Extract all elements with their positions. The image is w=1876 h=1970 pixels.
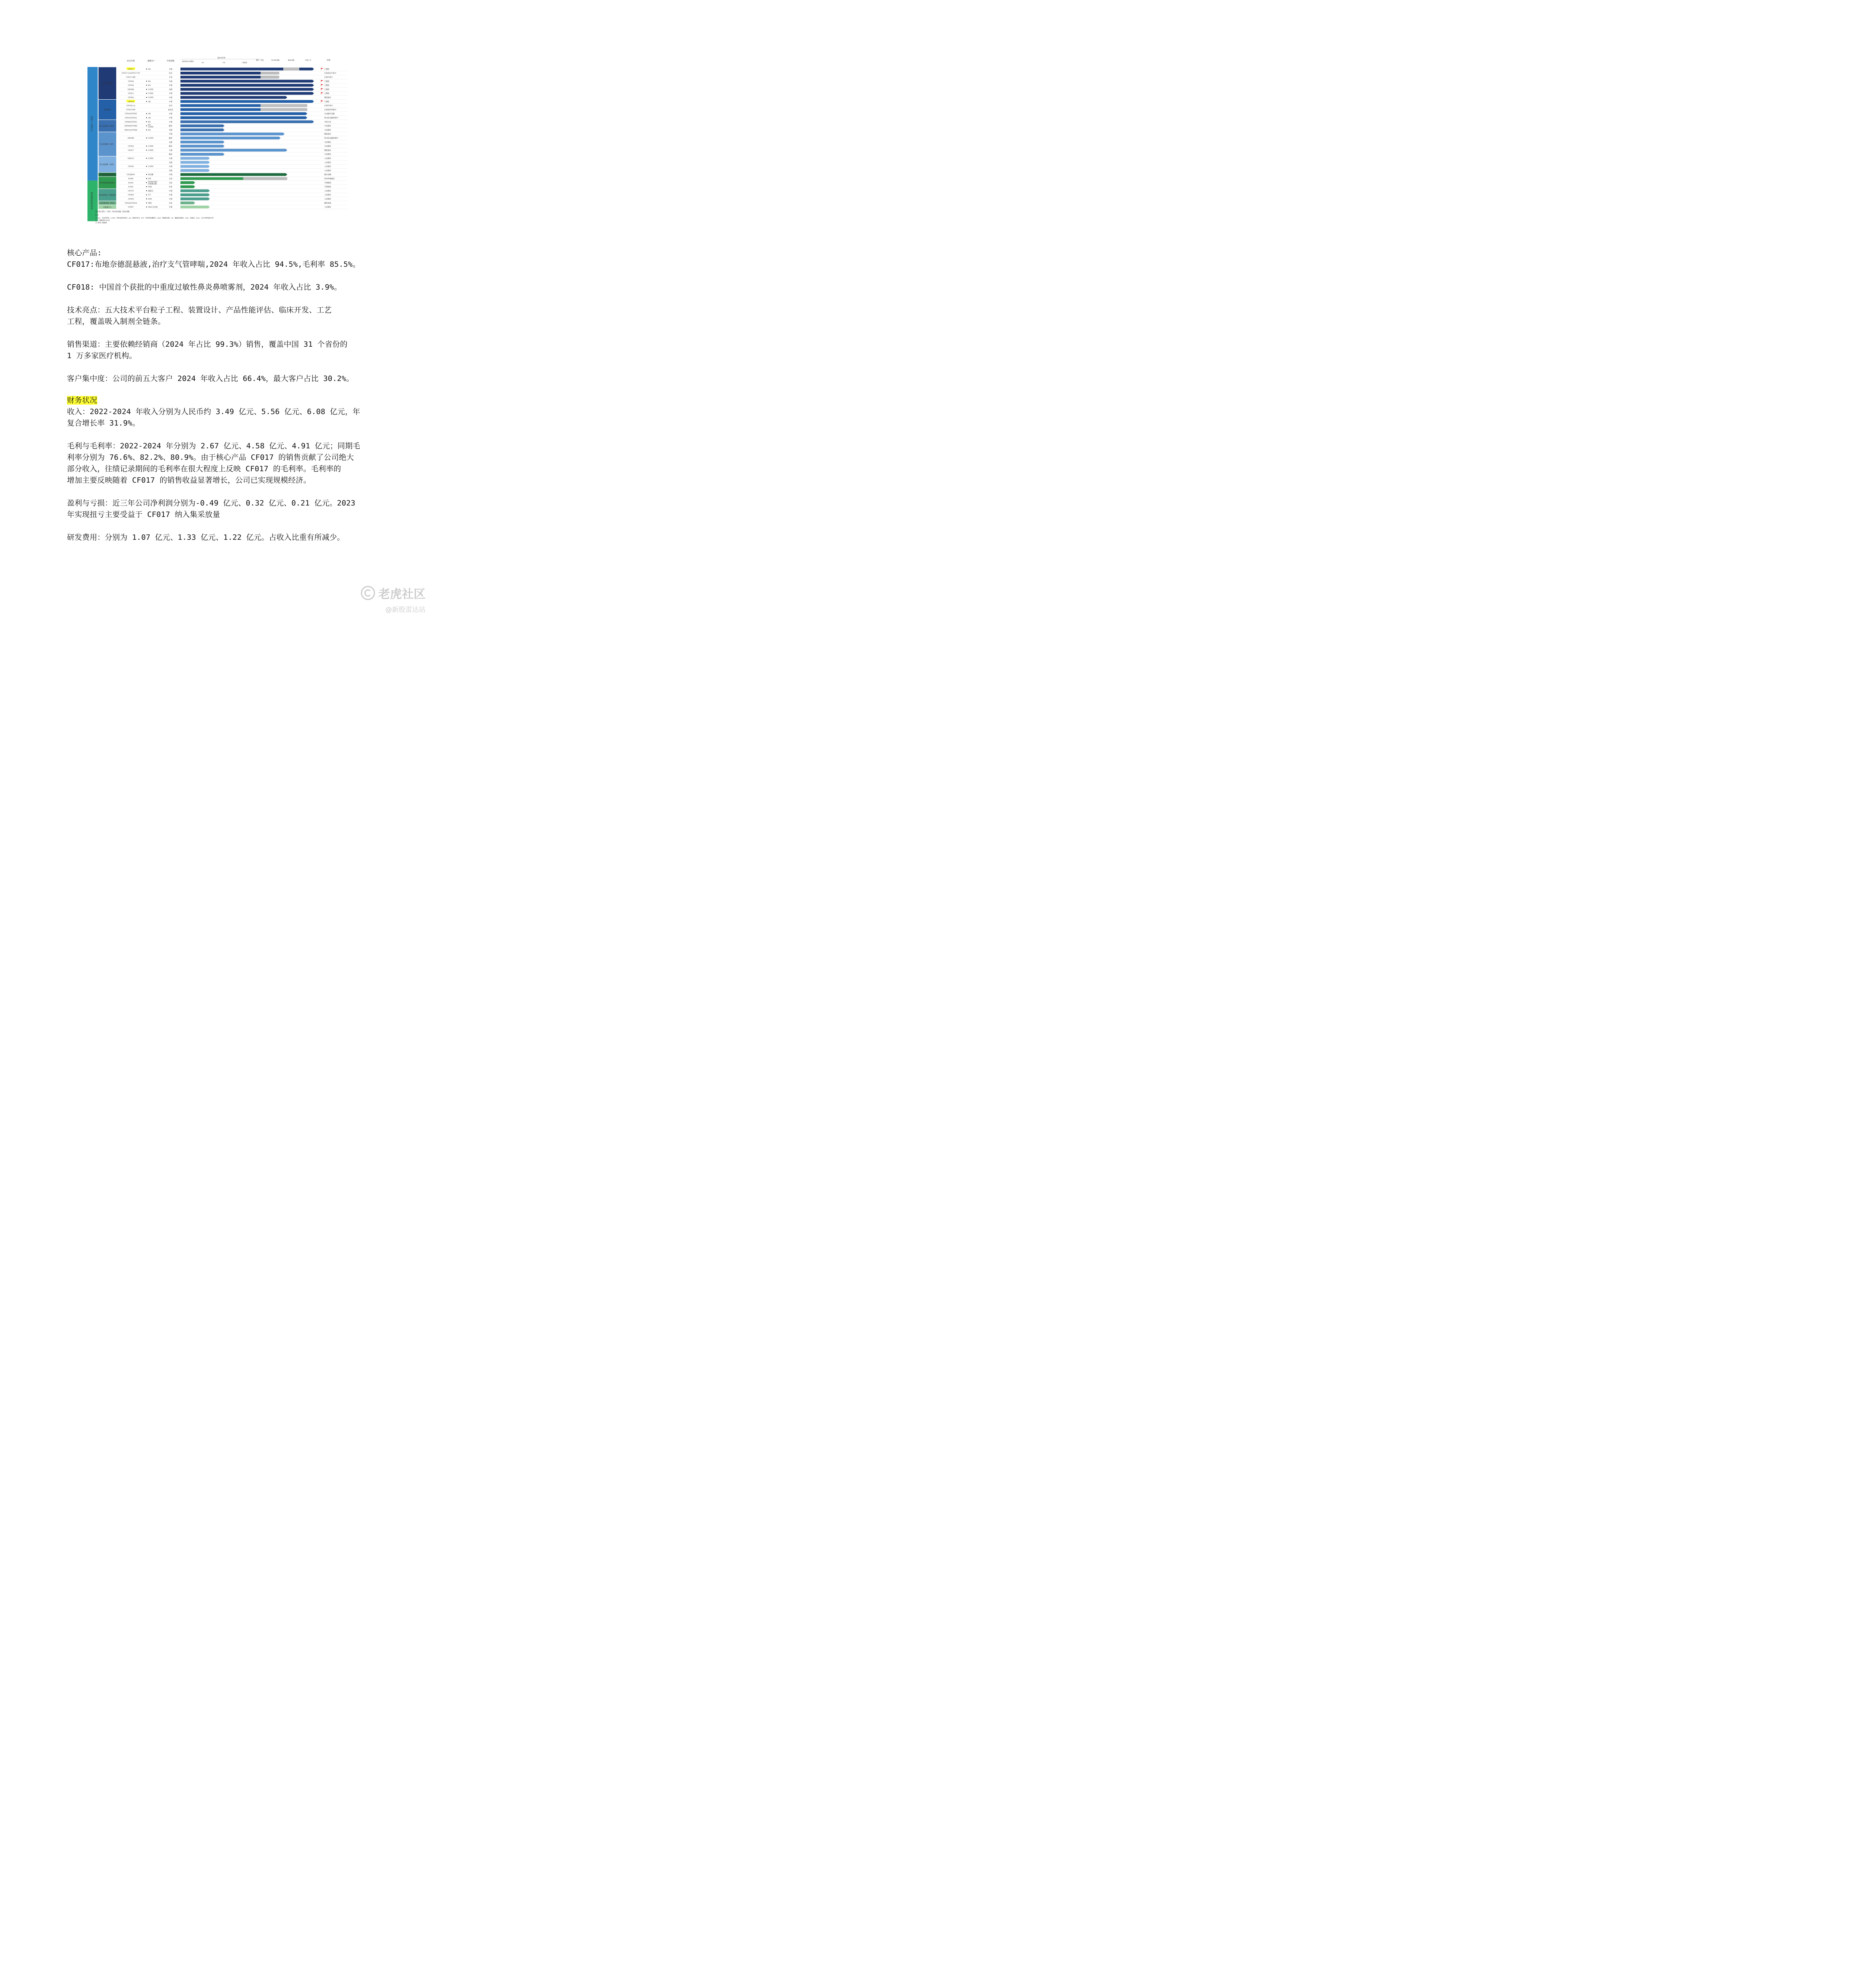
progress-bar — [180, 165, 210, 168]
progress-bar — [180, 173, 287, 176]
row-region: 中國 — [169, 133, 173, 136]
row-status: 臨床試驗 — [324, 174, 331, 176]
row-code: GW009/CF064 — [124, 125, 137, 128]
row-region: 中國 — [169, 85, 173, 87]
group-label: 吸入粉霧劑（DPI） — [100, 143, 115, 146]
row-indication: 新冠藥 — [148, 174, 154, 176]
row-code: CF036 — [128, 80, 134, 83]
progress-bar — [180, 121, 314, 123]
row-region: 中國 — [169, 174, 173, 176]
grey-segment — [260, 72, 279, 74]
progress-bar — [180, 193, 210, 196]
approved-flag-icon — [321, 84, 323, 85]
watermark-main — [361, 584, 425, 602]
row-code: CFQX001 — [126, 174, 135, 176]
row-status: PK-BE試驗準備中 — [324, 137, 338, 139]
row-code: CF017 — [128, 68, 134, 71]
indication-bullet — [146, 81, 147, 82]
progress-bar — [180, 88, 314, 91]
row-region: 中國 — [169, 117, 173, 119]
row-indication: AR — [148, 117, 151, 119]
row-indication: COPD — [148, 89, 154, 91]
row-code: CF017-ME — [126, 76, 136, 79]
row-code: CF018-LA — [126, 105, 136, 107]
progress-bar — [180, 100, 314, 103]
core-heading: 核心产品: — [67, 249, 102, 257]
row-code: IC004 — [128, 178, 134, 180]
legend-text: 報告後日曆文一致性／PK-BE試驗／臨床試驗 — [95, 211, 130, 213]
paragraph-revenue-line1: 收入：2022-2024 年收入分别为人民币约 3.49 亿元、5.56 亿元、6.08 亿元，年 — [67, 407, 360, 416]
row-code: GW006 — [127, 89, 134, 91]
row-code: CF050 — [128, 166, 134, 168]
row-indication: BA — [148, 124, 151, 126]
row-region: 美國 — [169, 162, 173, 164]
row-region: 歐洲 — [169, 125, 173, 128]
header-stage6: 臨床試驗 — [288, 59, 294, 61]
row-status: 已獲批 — [324, 93, 330, 95]
row-region: 中國 — [169, 198, 173, 201]
row-code: CF018-MY — [126, 109, 136, 111]
progress-bar — [180, 206, 210, 208]
indication-bullet — [146, 93, 147, 94]
header-status: 狀態 — [327, 59, 331, 61]
group-label: 吸入噴霧劑（SMI） — [99, 164, 115, 166]
row-status: 申報生產 — [324, 121, 331, 123]
approved-flag-icon — [321, 100, 323, 102]
row-indication: BA — [148, 80, 151, 83]
section-label: 以中國第三方銷售 — [91, 116, 93, 132]
row-code: CF028 — [128, 145, 134, 148]
row-status: 已獲批 — [324, 85, 330, 87]
progress-bar — [180, 145, 225, 147]
row-code: CF056 — [128, 198, 134, 201]
row-region: 中國 — [169, 149, 173, 152]
indication-bullet — [146, 113, 147, 114]
paragraph-margin-line4: 增加主要反映随着 CF017 的销售收益显著增长，公司已实现规模经济。 — [67, 476, 311, 485]
row-status: 藥物發現 — [324, 202, 331, 204]
header-stage2: 中試 — [222, 62, 225, 63]
row-status: PK-BE試驗準備中 — [324, 117, 338, 119]
indication-bullet — [146, 178, 147, 179]
row-region: 南美 — [169, 72, 173, 75]
indication-bullet — [146, 158, 147, 159]
row-status: 小試階段 — [324, 198, 331, 201]
row-region: 歐洲 — [169, 154, 173, 156]
progress-bar — [180, 190, 210, 192]
row-status: 中試階段 — [324, 129, 331, 132]
progress-bar — [180, 125, 225, 127]
row-region: 歐洲 — [169, 137, 173, 139]
group-label: 鼻噴製劑 — [104, 109, 111, 112]
row-region: 全球 — [169, 186, 173, 188]
row-status: 中試階段 — [324, 141, 331, 144]
indication-bullet — [146, 121, 147, 122]
row-status: 中試階段 — [324, 154, 331, 156]
row-region: 中國 — [169, 158, 173, 160]
row-status: 已獲批 — [324, 89, 330, 91]
row-region: 中國 — [169, 166, 173, 168]
watermark-main-text: 老虎社区 — [378, 587, 425, 601]
paragraph-margin-line2: 利率分别为 76.6%、82.2%、80.9%。由于核心产品 CF017 的销售贡献了公司绝大 — [67, 453, 354, 462]
row-region: 全球 — [169, 178, 173, 180]
indication-bullet — [146, 129, 147, 130]
row-code: IC003 — [128, 182, 134, 184]
row-indication: COPD — [148, 93, 154, 95]
grey-segment — [260, 76, 279, 78]
row-code: CF070 — [128, 190, 134, 192]
progress-bar — [180, 161, 210, 164]
row-code: GW008 — [127, 137, 134, 139]
row-region: 全球 — [169, 182, 173, 184]
row-status: IND準備階段 — [324, 178, 335, 180]
row-code: CF006/CF043 — [124, 121, 137, 123]
row-indication: COPD — [148, 137, 154, 139]
row-region: 中國 — [169, 121, 173, 123]
header-stage5: PK-BE試驗 — [271, 59, 280, 61]
row-code: CF010/CF052 — [124, 117, 137, 119]
note-line: (1) BA：支氣管哮喘；COPD：慢性阻塞性肺病；AR：過敏性鼻炎；IPF：特發性肺纖維化；PAH：肺動脈高壓；CE：囊蟲性腦膜炎；DES：乾眼症；MAC：鳥分枝桿菌複合群 — [95, 217, 214, 219]
row-status: 小試階段 — [324, 162, 331, 164]
group-label: 吸入混懸製劑 — [102, 83, 113, 85]
row-region: 中國 — [169, 101, 173, 103]
paragraph-revenue-line2: 复合增长率 31.9%。 — [67, 419, 140, 427]
row-status: 早期開發 — [324, 182, 331, 184]
pipeline-svg — [87, 55, 347, 236]
row-code: CF047 — [128, 206, 134, 209]
note-line: (3) 無需工藝驗證 — [95, 221, 107, 224]
row-indication: COPD — [148, 166, 154, 168]
row-region: 東南亞 — [168, 109, 173, 111]
row-status: 註冊申報中 — [324, 105, 333, 107]
row-code: IC002 — [128, 186, 134, 188]
indication-bullet — [146, 190, 147, 191]
indication-bullet — [146, 97, 147, 98]
row-status: 小試階段 — [324, 158, 331, 160]
row-status: 獲批臨床 — [324, 133, 331, 136]
row-region: 全球 — [169, 202, 173, 204]
row-code: CF018 — [128, 101, 134, 103]
row-indication: PAH — [148, 186, 152, 188]
indication-bullet — [146, 206, 147, 207]
row-region: 中國 — [169, 80, 173, 83]
finance-heading — [67, 395, 378, 406]
paragraph-profit-line1: 盈利与亏损：近三年公司净利润分别为-0.49 亿元、0.32 亿元、0.21 亿元。2023 — [67, 499, 355, 507]
indication-bullet — [146, 101, 147, 102]
finance-heading-text: 财务状况 — [67, 396, 97, 405]
row-code: CF029/CF030 — [124, 202, 137, 204]
approved-flag-icon — [321, 68, 323, 69]
row-code: CF024/CF045 — [124, 113, 137, 115]
row-indication: CE — [148, 194, 151, 197]
approved-flag-icon — [321, 88, 323, 89]
row-region: 中國 — [169, 93, 173, 95]
paragraph-tech-line2: 工程，覆盖吸入制剂全链条。 — [67, 317, 165, 326]
progress-bar — [180, 197, 210, 200]
row-code: CF022 — [128, 93, 134, 95]
row-status: 獲批臨床 — [324, 97, 331, 99]
row-status: 中試階段 — [324, 125, 331, 128]
indication-bullet — [146, 174, 147, 175]
notes-label: 附註 — [95, 214, 99, 217]
header-stage0: 藥學發現/早期開發 — [182, 61, 194, 62]
row-status: 已獲批 — [324, 68, 330, 71]
progress-bar — [180, 80, 314, 83]
row-indication: COPD — [148, 126, 154, 128]
row-status: 完成臨床試驗 — [324, 113, 335, 115]
progress-bar — [180, 112, 307, 115]
row-indication: 哮喘 — [148, 202, 152, 204]
row-indication: IPF — [148, 178, 151, 180]
row-indication: COPD — [148, 145, 154, 148]
header-stage3: 工藝驗證 — [241, 62, 247, 63]
row-indication: MAC及其他 — [148, 206, 158, 209]
progress-bar — [180, 128, 225, 131]
group-label: 吸入氣霧劑（MDI） — [99, 125, 115, 128]
row-indication: BA — [148, 129, 151, 132]
row-indication: BA — [148, 121, 151, 123]
row-indication: BA — [148, 85, 151, 87]
indication-bullet — [146, 117, 147, 118]
progress-bar — [180, 185, 195, 188]
progress-bar — [180, 157, 210, 160]
group-label: 呼吸領域擴展適應症 — [100, 182, 115, 184]
indication-bullet — [146, 166, 147, 167]
section-label: 其他治療領域創新藥 — [91, 192, 93, 210]
watermark — [361, 584, 425, 614]
row-region: 中國 — [169, 113, 173, 115]
indication-bullet — [146, 194, 147, 195]
row-region: 歐洲 — [169, 145, 173, 148]
header-code: 產品代碼 — [126, 60, 135, 62]
row-status: 註冊申報中 — [324, 76, 333, 79]
header-stage1: 小試 — [201, 62, 204, 63]
paragraph-profit-line2: 年实现扭亏主要受益于 CF017 纳入集采放量 — [67, 510, 220, 519]
progress-bar — [180, 116, 307, 119]
progress-bar — [180, 92, 314, 95]
paragraph-tech-line1: 技术亮点：五大技术平台粒子工程、装置设计、产品性能评估、临床开发、工艺 — [67, 306, 332, 314]
progress-bar — [180, 149, 287, 152]
paragraph-customers: 客户集中度：公司的前五大客户 2024 年收入占比 66.4%，最大客户占比 30.2%。 — [67, 374, 354, 383]
paragraph-margin-line1: 毛利与毛利率：2022-2024 年分别为 2.67 亿元、4.58 亿元、4.91 亿元；同期毛 — [67, 442, 360, 450]
paragraph-sales-line1: 销售渠道：主要依赖经销商（2024 年占比 99.3%）销售，覆盖中国 31 个省份的 — [67, 340, 348, 349]
row-region: 中東 — [169, 76, 173, 79]
progress-bar — [180, 181, 195, 184]
row-region: 中國 — [169, 190, 173, 192]
row-region: 中國 — [169, 194, 173, 197]
header-stage7: 申報上市 — [305, 59, 311, 61]
row-status: 註冊資料準備中 — [324, 109, 336, 111]
row-status: 小試階段 — [324, 206, 331, 209]
row-code: CF037 — [128, 149, 134, 152]
group-label: 治療藥平台 — [103, 206, 112, 209]
row-region: 中國 — [169, 68, 173, 71]
pipeline-chart — [87, 55, 347, 236]
row-region: 美國 — [169, 141, 173, 144]
row-code: GW013 — [127, 158, 134, 160]
row-region: 中國 — [169, 97, 173, 99]
grey-segment — [243, 177, 287, 180]
note-line: (2) 工藝驗證尚未完成 — [95, 219, 110, 221]
progress-bar — [180, 202, 195, 204]
indication-bullet — [146, 150, 147, 151]
grey-segment — [283, 68, 299, 71]
row-status: 小試階段 — [324, 190, 331, 192]
row-indication: 併發肺高壓 — [148, 183, 157, 185]
row-code: CF038 — [128, 85, 134, 87]
header-region: 申報地點 — [166, 60, 175, 62]
row-indication: COPD — [148, 97, 154, 99]
row-indication: AR — [148, 101, 151, 103]
row-code: GW015/CF049 — [124, 129, 137, 132]
row-region: 中國 — [169, 206, 173, 209]
row-status: 註冊產品申報中 — [324, 72, 336, 75]
row-status: 已獲批 — [324, 101, 330, 103]
row-region: 美國 — [169, 170, 173, 172]
paragraph-margin-line3: 部分收入，往绩记录期间的毛利率在很大程度上反映 CF017 的毛利率。毛利率的 — [67, 465, 341, 473]
progress-bar — [180, 169, 210, 172]
paragraph-cf017: CF017:布地奈德混悬液,治疗支气管哮喘,2024 年收入占比 94.5%,毛利率 85.5%。 — [67, 260, 360, 269]
row-code: CF017-LA/CF017-OT — [121, 72, 140, 75]
header-preclinical: 臨床前研發 — [217, 57, 225, 59]
watermark-sub: @新股雷达站 — [385, 606, 425, 614]
indication-bullet — [146, 186, 147, 187]
progress-bar — [180, 84, 314, 87]
row-indication: BA — [148, 68, 151, 71]
row-region: 美國 — [169, 89, 173, 91]
approved-flag-icon — [321, 92, 323, 93]
grey-segment — [260, 104, 307, 107]
progress-bar — [180, 132, 284, 135]
progress-bar — [180, 141, 225, 143]
paragraph-rnd: 研发费用：分别为 1.07 亿元、1.33 亿元、1.22 亿元。占收入比重有所减少。 — [67, 533, 345, 542]
row-status: 已獲批 — [324, 80, 330, 83]
row-status: 獲批臨床 — [324, 149, 331, 152]
row-status: 中試階段 — [324, 145, 331, 148]
progress-bar — [180, 137, 280, 139]
tiger-logo-icon — [361, 586, 375, 600]
indication-bullet — [146, 146, 147, 147]
header-indication: 適應症⁽¹⁾ — [147, 60, 155, 62]
row-indication: COPD — [148, 149, 154, 152]
row-status: 小試階段 — [324, 194, 331, 197]
group-label: 新治療領域—鼻腸菌群 — [99, 194, 116, 197]
group-label: 新治療機制藥物 — [101, 174, 113, 176]
row-indication: PAH&PAH — [148, 181, 158, 183]
row-indication: DES — [148, 198, 152, 201]
row-status: 小試階段 — [324, 166, 331, 168]
row-indication: 腦膜炎 — [148, 190, 154, 192]
indication-bullet — [146, 125, 147, 126]
document-body — [67, 247, 378, 543]
indication-bullet — [146, 182, 147, 183]
approved-flag-icon — [321, 80, 323, 81]
row-status: 早期開發 — [324, 186, 331, 188]
row-code: CF044 — [128, 97, 134, 99]
row-status: 小試階段 — [324, 170, 331, 172]
progress-bar — [180, 153, 225, 156]
row-region: 美國 — [169, 129, 173, 132]
group-label: 新治療領域—RNA — [100, 203, 115, 205]
progress-bar — [180, 96, 287, 99]
row-indication: COPD — [148, 158, 154, 160]
grey-segment — [260, 108, 307, 111]
row-code: CF069 — [128, 194, 134, 197]
row-region: 南美 — [169, 105, 173, 107]
paragraph-cf018: CF018: 中国首个获批的中重度过敏性鼻炎鼻喷雾剂，2024 年收入占比 3.9%。 — [67, 283, 342, 292]
paragraph-sales-line2: 1 万多家医疗机构。 — [67, 351, 137, 360]
row-indication: AR — [148, 113, 151, 115]
header-stage4: 體外一致性 — [256, 59, 264, 61]
